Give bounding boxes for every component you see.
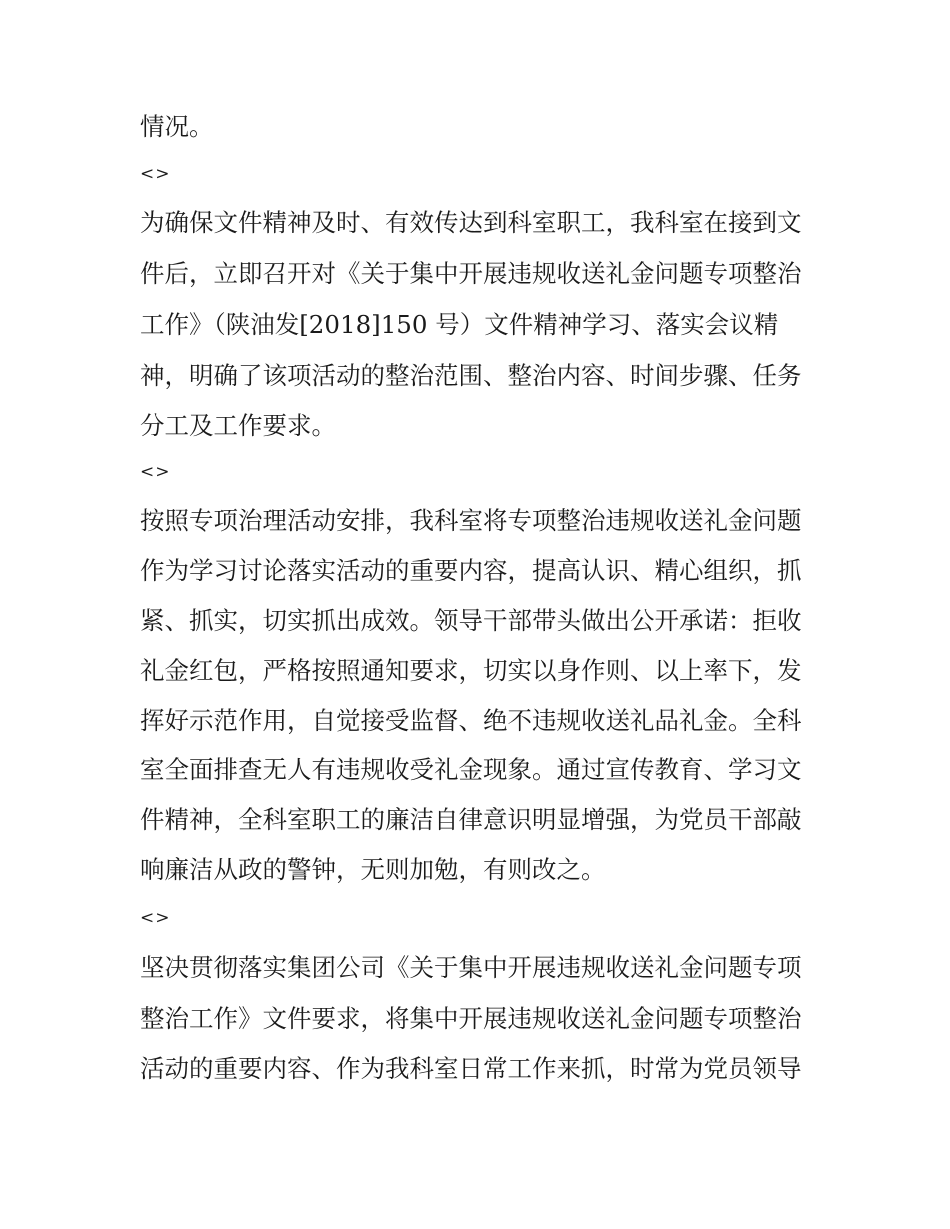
text-line: 按照专项治理活动安排，我科室将专项整治违规收送礼金问题 <box>140 506 802 535</box>
text-line: 情况。 <box>140 112 214 141</box>
text-line: 工作》（陕油发[2018]150 号）文件精神学习、落实会议精 <box>140 310 779 339</box>
text-line: 活动的重要内容、作为我科室日常工作来抓，时常为党员领导 <box>140 1054 802 1083</box>
text-line: 件精神，全科室职工的廉洁自律意识明显增强，为党员干部敲 <box>140 805 802 834</box>
text-line: 为确保文件精神及时、有效传达到科室职工，我科室在接到文 <box>140 208 802 237</box>
separator-marker: <> <box>140 164 171 184</box>
text-line: 坚决贯彻落实集团公司《关于集中开展违规收送礼金问题专项 <box>140 953 802 982</box>
text-line: 礼金红包，严格按照通知要求，切实以身作则、以上率下，发 <box>140 656 802 685</box>
text-line: 响廉洁从政的警钟，无则加勉，有则改之。 <box>140 855 606 884</box>
text-line: 神，明确了该项活动的整治范围、整治内容、时间步骤、任务 <box>140 361 802 390</box>
text-line: 分工及工作要求。 <box>140 411 336 440</box>
text-line: 室全面排查无人有违规收受礼金现象。通过宣传教育、学习文 <box>140 755 802 784</box>
text-line: 紧、抓实，切实抓出成效。领导干部带头做出公开承诺：拒收 <box>140 606 802 635</box>
text-line: 挥好示范作用，自觉接受监督、绝不违规收送礼品礼金。全科 <box>140 706 802 735</box>
separator-marker: <> <box>140 908 171 928</box>
text-line: 整治工作》文件要求，将集中开展违规收送礼金问题专项整治 <box>140 1004 802 1033</box>
separator-marker: <> <box>140 462 171 482</box>
text-line: 作为学习讨论落实活动的重要内容，提高认识、精心组织，抓 <box>140 556 802 585</box>
text-line: 件后，立即召开对《关于集中开展违规收送礼金问题专项整治 <box>140 259 802 288</box>
